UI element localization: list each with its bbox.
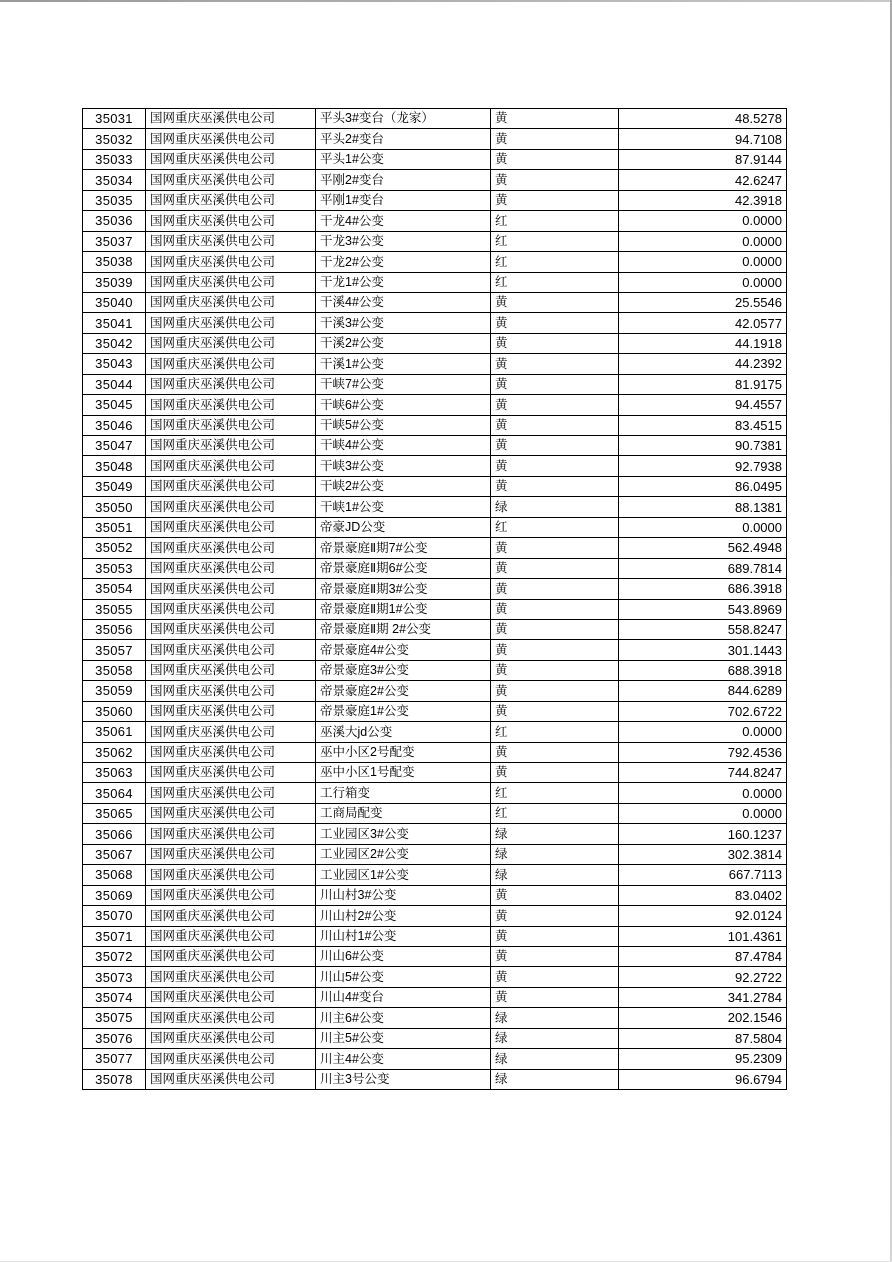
cell-station: 干溪2#公变: [316, 333, 491, 353]
station-data-table: [82, 108, 787, 1090]
cell-station: 干峡6#公变: [316, 395, 491, 415]
cell-id: 35073: [83, 967, 146, 987]
cell-status: 黄: [491, 763, 619, 783]
cell-id: 35049: [83, 476, 146, 496]
cell-value: 101.4361: [619, 926, 787, 946]
cell-company: 国网重庆巫溪供电公司: [146, 701, 316, 721]
cell-value: 96.6794: [619, 1069, 787, 1089]
cell-company: 国网重庆巫溪供电公司: [146, 436, 316, 456]
cell-id: 35060: [83, 701, 146, 721]
cell-company: 国网重庆巫溪供电公司: [146, 374, 316, 394]
cell-company: 国网重庆巫溪供电公司: [146, 149, 316, 169]
table-row: [83, 374, 787, 394]
cell-station: 工业园区1#公变: [316, 865, 491, 885]
cell-value: 48.5278: [619, 109, 787, 129]
cell-station: 平刚1#变台: [316, 190, 491, 210]
cell-company: 国网重庆巫溪供电公司: [146, 844, 316, 864]
cell-status: 黄: [491, 456, 619, 476]
cell-id: 35064: [83, 783, 146, 803]
cell-id: 35051: [83, 517, 146, 537]
cell-value: 88.1381: [619, 497, 787, 517]
cell-status: 红: [491, 252, 619, 272]
cell-id: 35065: [83, 803, 146, 823]
cell-value: 689.7814: [619, 558, 787, 578]
table-row: [83, 1069, 787, 1089]
cell-value: 202.1546: [619, 1008, 787, 1028]
page-edge-top: [0, 0, 892, 2]
table-row: [83, 395, 787, 415]
cell-station: 干峡3#公变: [316, 456, 491, 476]
table-row: [83, 926, 787, 946]
table-row: [83, 415, 787, 435]
cell-status: 黄: [491, 640, 619, 660]
cell-value: 95.2309: [619, 1049, 787, 1069]
cell-company: 国网重庆巫溪供电公司: [146, 946, 316, 966]
cell-value: 42.0577: [619, 313, 787, 333]
cell-value: 42.3918: [619, 190, 787, 210]
cell-company: 国网重庆巫溪供电公司: [146, 333, 316, 353]
table-row: [83, 436, 787, 456]
cell-station: 川主4#公变: [316, 1049, 491, 1069]
cell-value: 90.7381: [619, 436, 787, 456]
table-row: [83, 803, 787, 823]
cell-id: 35070: [83, 906, 146, 926]
cell-value: 0.0000: [619, 252, 787, 272]
cell-id: 35071: [83, 926, 146, 946]
cell-status: 红: [491, 517, 619, 537]
table-row: [83, 763, 787, 783]
cell-station: 帝景豪庭1#公变: [316, 701, 491, 721]
cell-station: 工商局配变: [316, 803, 491, 823]
cell-station: 帝景豪庭Ⅱ期 2#公变: [316, 619, 491, 639]
cell-value: 688.3918: [619, 660, 787, 680]
cell-value: 92.2722: [619, 967, 787, 987]
cell-id: 35067: [83, 844, 146, 864]
cell-id: 35037: [83, 231, 146, 251]
cell-value: 94.7108: [619, 129, 787, 149]
cell-company: 国网重庆巫溪供电公司: [146, 619, 316, 639]
cell-company: 国网重庆巫溪供电公司: [146, 783, 316, 803]
cell-station: 干峡4#公变: [316, 436, 491, 456]
cell-value: 0.0000: [619, 783, 787, 803]
cell-company: 国网重庆巫溪供电公司: [146, 926, 316, 946]
cell-station: 川山6#公变: [316, 946, 491, 966]
cell-company: 国网重庆巫溪供电公司: [146, 231, 316, 251]
cell-station: 干龙2#公变: [316, 252, 491, 272]
cell-id: 35069: [83, 885, 146, 905]
cell-value: 0.0000: [619, 272, 787, 292]
cell-value: 0.0000: [619, 211, 787, 231]
cell-status: 绿: [491, 497, 619, 517]
cell-status: 红: [491, 722, 619, 742]
table-row: [83, 149, 787, 169]
cell-value: 44.2392: [619, 354, 787, 374]
cell-station: 川主5#公变: [316, 1028, 491, 1048]
cell-station: 干峡5#公变: [316, 415, 491, 435]
cell-station: 干峡7#公变: [316, 374, 491, 394]
cell-company: 国网重庆巫溪供电公司: [146, 906, 316, 926]
cell-station: 川山村1#公变: [316, 926, 491, 946]
cell-station: 平头3#变台（龙家）: [316, 109, 491, 129]
cell-station: 帝景豪庭Ⅱ期3#公变: [316, 579, 491, 599]
table-row: [83, 660, 787, 680]
cell-value: 341.2784: [619, 987, 787, 1007]
cell-station: 川主3号公变: [316, 1069, 491, 1089]
cell-company: 国网重庆巫溪供电公司: [146, 824, 316, 844]
table-row: [83, 946, 787, 966]
cell-status: 黄: [491, 129, 619, 149]
cell-company: 国网重庆巫溪供电公司: [146, 987, 316, 1007]
cell-id: 35075: [83, 1008, 146, 1028]
cell-station: 川主6#公变: [316, 1008, 491, 1028]
cell-value: 558.8247: [619, 619, 787, 639]
cell-id: 35044: [83, 374, 146, 394]
cell-id: 35059: [83, 681, 146, 701]
cell-status: 黄: [491, 149, 619, 169]
cell-company: 国网重庆巫溪供电公司: [146, 885, 316, 905]
cell-id: 35033: [83, 149, 146, 169]
table-row: [83, 783, 787, 803]
table-row: [83, 681, 787, 701]
cell-id: 35062: [83, 742, 146, 762]
cell-id: 35048: [83, 456, 146, 476]
cell-value: 86.0495: [619, 476, 787, 496]
cell-id: 35035: [83, 190, 146, 210]
table-row: [83, 211, 787, 231]
cell-status: 绿: [491, 824, 619, 844]
cell-company: 国网重庆巫溪供电公司: [146, 292, 316, 312]
table-row: [83, 129, 787, 149]
cell-value: 702.6722: [619, 701, 787, 721]
cell-id: 35053: [83, 558, 146, 578]
cell-id: 35066: [83, 824, 146, 844]
cell-value: 92.0124: [619, 906, 787, 926]
table-row: [83, 640, 787, 660]
cell-value: 302.3814: [619, 844, 787, 864]
cell-status: 黄: [491, 946, 619, 966]
cell-status: 黄: [491, 906, 619, 926]
cell-value: 744.8247: [619, 763, 787, 783]
cell-company: 国网重庆巫溪供电公司: [146, 1069, 316, 1089]
cell-status: 黄: [491, 926, 619, 946]
cell-company: 国网重庆巫溪供电公司: [146, 763, 316, 783]
cell-value: 792.4536: [619, 742, 787, 762]
cell-value: 94.4557: [619, 395, 787, 415]
cell-company: 国网重庆巫溪供电公司: [146, 579, 316, 599]
cell-status: 绿: [491, 1008, 619, 1028]
cell-status: 红: [491, 231, 619, 251]
cell-station: 川山5#公变: [316, 967, 491, 987]
cell-value: 844.6289: [619, 681, 787, 701]
cell-id: 35074: [83, 987, 146, 1007]
cell-station: 帝景豪庭4#公变: [316, 640, 491, 660]
cell-id: 35038: [83, 252, 146, 272]
cell-station: 川山村2#公变: [316, 906, 491, 926]
table-row: [83, 333, 787, 353]
table-body: [83, 109, 787, 1090]
cell-value: 87.9144: [619, 149, 787, 169]
cell-station: 帝景豪庭3#公变: [316, 660, 491, 680]
cell-company: 国网重庆巫溪供电公司: [146, 517, 316, 537]
cell-value: 81.9175: [619, 374, 787, 394]
cell-status: 黄: [491, 476, 619, 496]
cell-company: 国网重庆巫溪供电公司: [146, 313, 316, 333]
cell-station: 工业园区3#公变: [316, 824, 491, 844]
cell-id: 35045: [83, 395, 146, 415]
cell-station: 巫溪大jd公变: [316, 722, 491, 742]
cell-status: 绿: [491, 865, 619, 885]
cell-status: 黄: [491, 681, 619, 701]
cell-station: 巫中小区1号配变: [316, 763, 491, 783]
cell-station: 帝景豪庭Ⅱ期1#公变: [316, 599, 491, 619]
cell-status: 黄: [491, 109, 619, 129]
cell-status: 黄: [491, 987, 619, 1007]
cell-value: 160.1237: [619, 824, 787, 844]
cell-id: 35076: [83, 1028, 146, 1048]
cell-status: 绿: [491, 844, 619, 864]
cell-company: 国网重庆巫溪供电公司: [146, 681, 316, 701]
cell-station: 川山4#变台: [316, 987, 491, 1007]
cell-id: 35077: [83, 1049, 146, 1069]
cell-id: 35055: [83, 599, 146, 619]
cell-id: 35072: [83, 946, 146, 966]
cell-station: 干峡2#公变: [316, 476, 491, 496]
cell-id: 35034: [83, 170, 146, 190]
table-row: [83, 865, 787, 885]
cell-status: 黄: [491, 436, 619, 456]
cell-station: 巫中小区2号配变: [316, 742, 491, 762]
cell-status: 黄: [491, 538, 619, 558]
cell-status: 黄: [491, 558, 619, 578]
cell-id: 35036: [83, 211, 146, 231]
cell-status: 黄: [491, 333, 619, 353]
cell-company: 国网重庆巫溪供电公司: [146, 476, 316, 496]
table-row: [83, 252, 787, 272]
cell-status: 黄: [491, 885, 619, 905]
cell-id: 35078: [83, 1069, 146, 1089]
cell-status: 黄: [491, 292, 619, 312]
cell-station: 干溪4#公变: [316, 292, 491, 312]
cell-company: 国网重庆巫溪供电公司: [146, 211, 316, 231]
cell-value: 562.4948: [619, 538, 787, 558]
cell-company: 国网重庆巫溪供电公司: [146, 190, 316, 210]
cell-id: 35058: [83, 660, 146, 680]
table-row: [83, 885, 787, 905]
table-row: [83, 1049, 787, 1069]
table-row: [83, 354, 787, 374]
cell-status: 绿: [491, 1049, 619, 1069]
table-row: [83, 517, 787, 537]
table-row: [83, 742, 787, 762]
cell-company: 国网重庆巫溪供电公司: [146, 967, 316, 987]
cell-value: 543.8969: [619, 599, 787, 619]
cell-id: 35050: [83, 497, 146, 517]
cell-value: 25.5546: [619, 292, 787, 312]
cell-value: 0.0000: [619, 722, 787, 742]
table-row: [83, 313, 787, 333]
cell-status: 黄: [491, 579, 619, 599]
table-row: [83, 599, 787, 619]
cell-station: 干溪1#公变: [316, 354, 491, 374]
cell-id: 35042: [83, 333, 146, 353]
cell-id: 35040: [83, 292, 146, 312]
cell-status: 黄: [491, 619, 619, 639]
cell-value: 0.0000: [619, 231, 787, 251]
cell-company: 国网重庆巫溪供电公司: [146, 558, 316, 578]
cell-company: 国网重庆巫溪供电公司: [146, 660, 316, 680]
cell-value: 686.3918: [619, 579, 787, 599]
cell-station: 干龙3#公变: [316, 231, 491, 251]
table-row: [83, 844, 787, 864]
cell-id: 35052: [83, 538, 146, 558]
table-row: [83, 292, 787, 312]
cell-status: 黄: [491, 313, 619, 333]
table-row: [83, 170, 787, 190]
cell-company: 国网重庆巫溪供电公司: [146, 640, 316, 660]
cell-station: 干溪3#公变: [316, 313, 491, 333]
table-row: [83, 579, 787, 599]
cell-status: 红: [491, 211, 619, 231]
cell-status: 黄: [491, 660, 619, 680]
cell-station: 帝景豪庭2#公变: [316, 681, 491, 701]
table-row: [83, 619, 787, 639]
cell-company: 国网重庆巫溪供电公司: [146, 803, 316, 823]
cell-value: 92.7938: [619, 456, 787, 476]
cell-station: 帝景豪庭Ⅱ期6#公变: [316, 558, 491, 578]
cell-value: 87.4784: [619, 946, 787, 966]
cell-station: 帝景豪庭Ⅱ期7#公变: [316, 538, 491, 558]
table-row: [83, 722, 787, 742]
cell-id: 35046: [83, 415, 146, 435]
cell-company: 国网重庆巫溪供电公司: [146, 129, 316, 149]
cell-company: 国网重庆巫溪供电公司: [146, 1008, 316, 1028]
cell-value: 87.5804: [619, 1028, 787, 1048]
cell-company: 国网重庆巫溪供电公司: [146, 1028, 316, 1048]
table-row: [83, 701, 787, 721]
table-row: [83, 231, 787, 251]
cell-status: 黄: [491, 395, 619, 415]
cell-value: 44.1918: [619, 333, 787, 353]
table-row: [83, 1028, 787, 1048]
cell-id: 35041: [83, 313, 146, 333]
cell-station: 川山村3#公变: [316, 885, 491, 905]
table-row: [83, 824, 787, 844]
table-row: [83, 476, 787, 496]
cell-status: 红: [491, 803, 619, 823]
cell-id: 35056: [83, 619, 146, 639]
cell-company: 国网重庆巫溪供电公司: [146, 497, 316, 517]
cell-id: 35063: [83, 763, 146, 783]
table-row: [83, 456, 787, 476]
cell-company: 国网重庆巫溪供电公司: [146, 742, 316, 762]
cell-station: 工业园区2#公变: [316, 844, 491, 864]
cell-status: 黄: [491, 967, 619, 987]
table-row: [83, 190, 787, 210]
cell-status: 黄: [491, 742, 619, 762]
cell-company: 国网重庆巫溪供电公司: [146, 170, 316, 190]
cell-status: 黄: [491, 354, 619, 374]
cell-id: 35047: [83, 436, 146, 456]
cell-company: 国网重庆巫溪供电公司: [146, 1049, 316, 1069]
cell-station: 工行箱变: [316, 783, 491, 803]
cell-status: 黄: [491, 190, 619, 210]
table-row: [83, 967, 787, 987]
cell-id: 35039: [83, 272, 146, 292]
cell-station: 平头2#变台: [316, 129, 491, 149]
cell-value: 42.6247: [619, 170, 787, 190]
cell-company: 国网重庆巫溪供电公司: [146, 722, 316, 742]
table-row: [83, 987, 787, 1007]
cell-value: 0.0000: [619, 803, 787, 823]
table-row: [83, 272, 787, 292]
cell-station: 干龙4#公变: [316, 211, 491, 231]
cell-id: 35043: [83, 354, 146, 374]
cell-id: 35031: [83, 109, 146, 129]
cell-id: 35054: [83, 579, 146, 599]
cell-status: 黄: [491, 599, 619, 619]
cell-station: 干峡1#公变: [316, 497, 491, 517]
cell-status: 绿: [491, 1028, 619, 1048]
cell-company: 国网重庆巫溪供电公司: [146, 354, 316, 374]
cell-value: 83.0402: [619, 885, 787, 905]
cell-status: 红: [491, 272, 619, 292]
cell-company: 国网重庆巫溪供电公司: [146, 865, 316, 885]
cell-value: 83.4515: [619, 415, 787, 435]
cell-company: 国网重庆巫溪供电公司: [146, 599, 316, 619]
cell-value: 301.1443: [619, 640, 787, 660]
document-sheet: [82, 108, 787, 1090]
cell-station: 干龙1#公变: [316, 272, 491, 292]
cell-station: 平头1#公变: [316, 149, 491, 169]
cell-status: 绿: [491, 1069, 619, 1089]
cell-company: 国网重庆巫溪供电公司: [146, 395, 316, 415]
cell-id: 35061: [83, 722, 146, 742]
cell-status: 黄: [491, 415, 619, 435]
cell-status: 红: [491, 783, 619, 803]
cell-status: 黄: [491, 170, 619, 190]
cell-value: 0.0000: [619, 517, 787, 537]
cell-id: 35032: [83, 129, 146, 149]
cell-status: 黄: [491, 701, 619, 721]
cell-company: 国网重庆巫溪供电公司: [146, 538, 316, 558]
table-row: [83, 109, 787, 129]
cell-id: 35068: [83, 865, 146, 885]
table-row: [83, 538, 787, 558]
table-row: [83, 497, 787, 517]
cell-company: 国网重庆巫溪供电公司: [146, 415, 316, 435]
cell-company: 国网重庆巫溪供电公司: [146, 109, 316, 129]
cell-status: 黄: [491, 374, 619, 394]
table-row: [83, 558, 787, 578]
cell-value: 667.7113: [619, 865, 787, 885]
cell-station: 平刚2#变台: [316, 170, 491, 190]
cell-station: 帝豪JD公变: [316, 517, 491, 537]
cell-company: 国网重庆巫溪供电公司: [146, 272, 316, 292]
cell-company: 国网重庆巫溪供电公司: [146, 252, 316, 272]
table-row: [83, 906, 787, 926]
table-row: [83, 1008, 787, 1028]
cell-id: 35057: [83, 640, 146, 660]
cell-company: 国网重庆巫溪供电公司: [146, 456, 316, 476]
